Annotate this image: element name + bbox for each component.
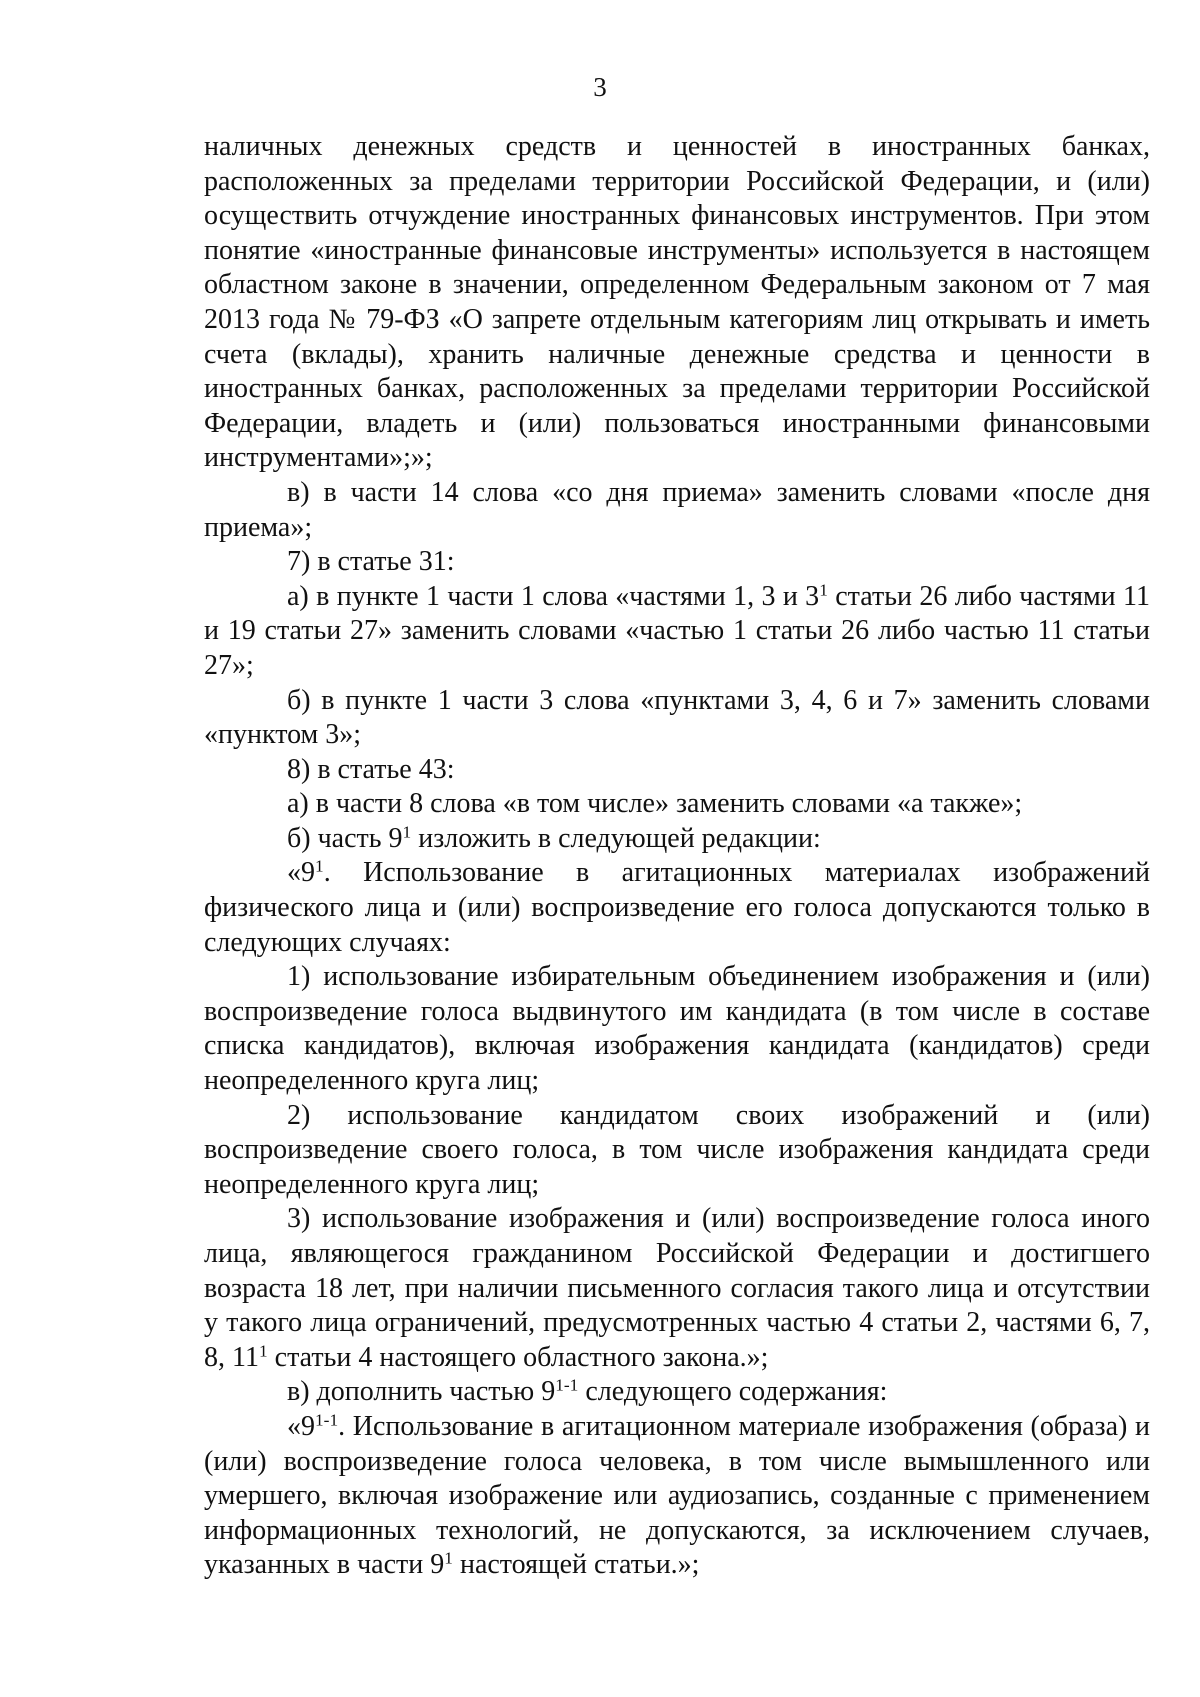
superscript-index: 1	[819, 580, 828, 600]
paragraph	[204, 787, 1150, 822]
paragraph-text: следующего содержания:	[578, 1376, 888, 1408]
paragraph	[204, 1202, 1150, 1375]
superscript-index: 1	[444, 1548, 453, 1568]
paragraph-text: б) в пункте 1 части 3 слова «пунктами 3, 4, 6 и 7» заменить словами «пунктом 3»;	[204, 684, 1150, 751]
paragraph-text: настоящей статьи.»;	[452, 1549, 700, 1581]
paragraph	[204, 960, 1150, 1098]
paragraph	[204, 580, 1150, 684]
paragraph-text: 3) использование изображения и (или) воспроизведение голоса иного лица, являющегося гражданином Российской Федерации и достигшего возраста 18 лет, при наличии письменного согласия такого лица и отсутствии у такого лица ограничений, предусмотренных частью 4 статьи 2, частями 6, 7, 8, 11	[204, 1203, 1150, 1373]
paragraph-text: изложить в следующей редакции:	[411, 822, 821, 854]
paragraph-text: в) в части 14 слова «со дня приема» заменить словами «после дня приема»;	[204, 476, 1150, 543]
superscript-index: 1-1	[315, 1410, 339, 1430]
paragraph-text: а) в пункте 1 части 1 слова «частями 1, 3 и 3	[287, 580, 820, 612]
paragraph-text: статьи 4 настоящего областного закона.»;	[267, 1341, 769, 1373]
paragraph-text: наличных денежных средств и ценностей в иностранных банках, расположенных за пределами территории Российской Федерации, и (или) осуществить отчуждение иностранных финансовых инструментов. При этом понятие «иностранные финансовые инструменты» используется в настоящем областном законе в значении, определенном Федеральным законом от 7 мая 2013 года № 79-ФЗ «О запрете отдельным категориям лиц открывать и иметь счета (вклады), хранить наличные денежные средства и ценности в иностранных банках, расположенных за пределами территории Российской Федерации, владеть и (или) пользоваться иностранными финансовыми инструментами»;»;	[204, 131, 1150, 474]
paragraph-text: 7) в статье 31:	[287, 546, 455, 578]
paragraph-text: 8) в статье 43:	[287, 753, 455, 785]
page-number: 3	[593, 72, 607, 102]
paragraph-text: 2) использование кандидатом своих изображений и (или) воспроизведение своего голоса, в том числе изображения кандидата среди неопределенного круга лиц;	[204, 1099, 1150, 1200]
paragraph-text: статьи 26 либо частями 11 и 19 статьи 27» заменить словами «частью 1 статьи 26 либо частью 11 статьи 27»;	[204, 580, 1150, 681]
paragraph	[204, 130, 1150, 476]
paragraph	[204, 856, 1150, 960]
paragraph	[204, 1410, 1150, 1583]
paragraph-text: 1) использование избирательным объединением изображения и (или) воспроизведение голоса выдвинутого им кандидата (в том числе в составе списка кандидатов), включая изображения кандидата (кандидатов) среди неопределенного круга лиц;	[204, 961, 1150, 1097]
paragraph	[204, 476, 1150, 545]
document-body	[204, 130, 1150, 1583]
paragraph-text: а) в части 8 слова «в том числе» заменить словами «а также»;	[287, 788, 1023, 820]
superscript-index: 1	[258, 1341, 268, 1361]
paragraph	[204, 545, 1150, 580]
superscript-index: 1	[315, 856, 324, 876]
paragraph-text: б) часть 9	[287, 822, 403, 854]
paragraph	[204, 1375, 1150, 1410]
superscript-index: 1-1	[555, 1375, 579, 1395]
paragraph-text: «9	[287, 857, 315, 889]
paragraph-text: в) дополнить частью 9	[287, 1376, 556, 1408]
paragraph	[204, 1099, 1150, 1203]
paragraph	[204, 753, 1150, 788]
paragraph-text: «9	[287, 1410, 315, 1442]
paragraph	[204, 822, 1150, 857]
paragraph-text: . Использование в агитационном материале изображения (образа) и (или) воспроизведение голоса человека, в том числе вымышленного или умершего, включая изображение или аудиозапись, созданные с применением информационных технологий, не допускаются, за исключением случаев, указанных в части 9	[204, 1410, 1150, 1581]
superscript-index: 1	[402, 822, 412, 842]
paragraph-text: . Использование в агитационных материалах изображений физического лица и (или) воспроизведение его голоса допускаются только в следующих случаях:	[204, 857, 1150, 958]
paragraph	[204, 684, 1150, 753]
